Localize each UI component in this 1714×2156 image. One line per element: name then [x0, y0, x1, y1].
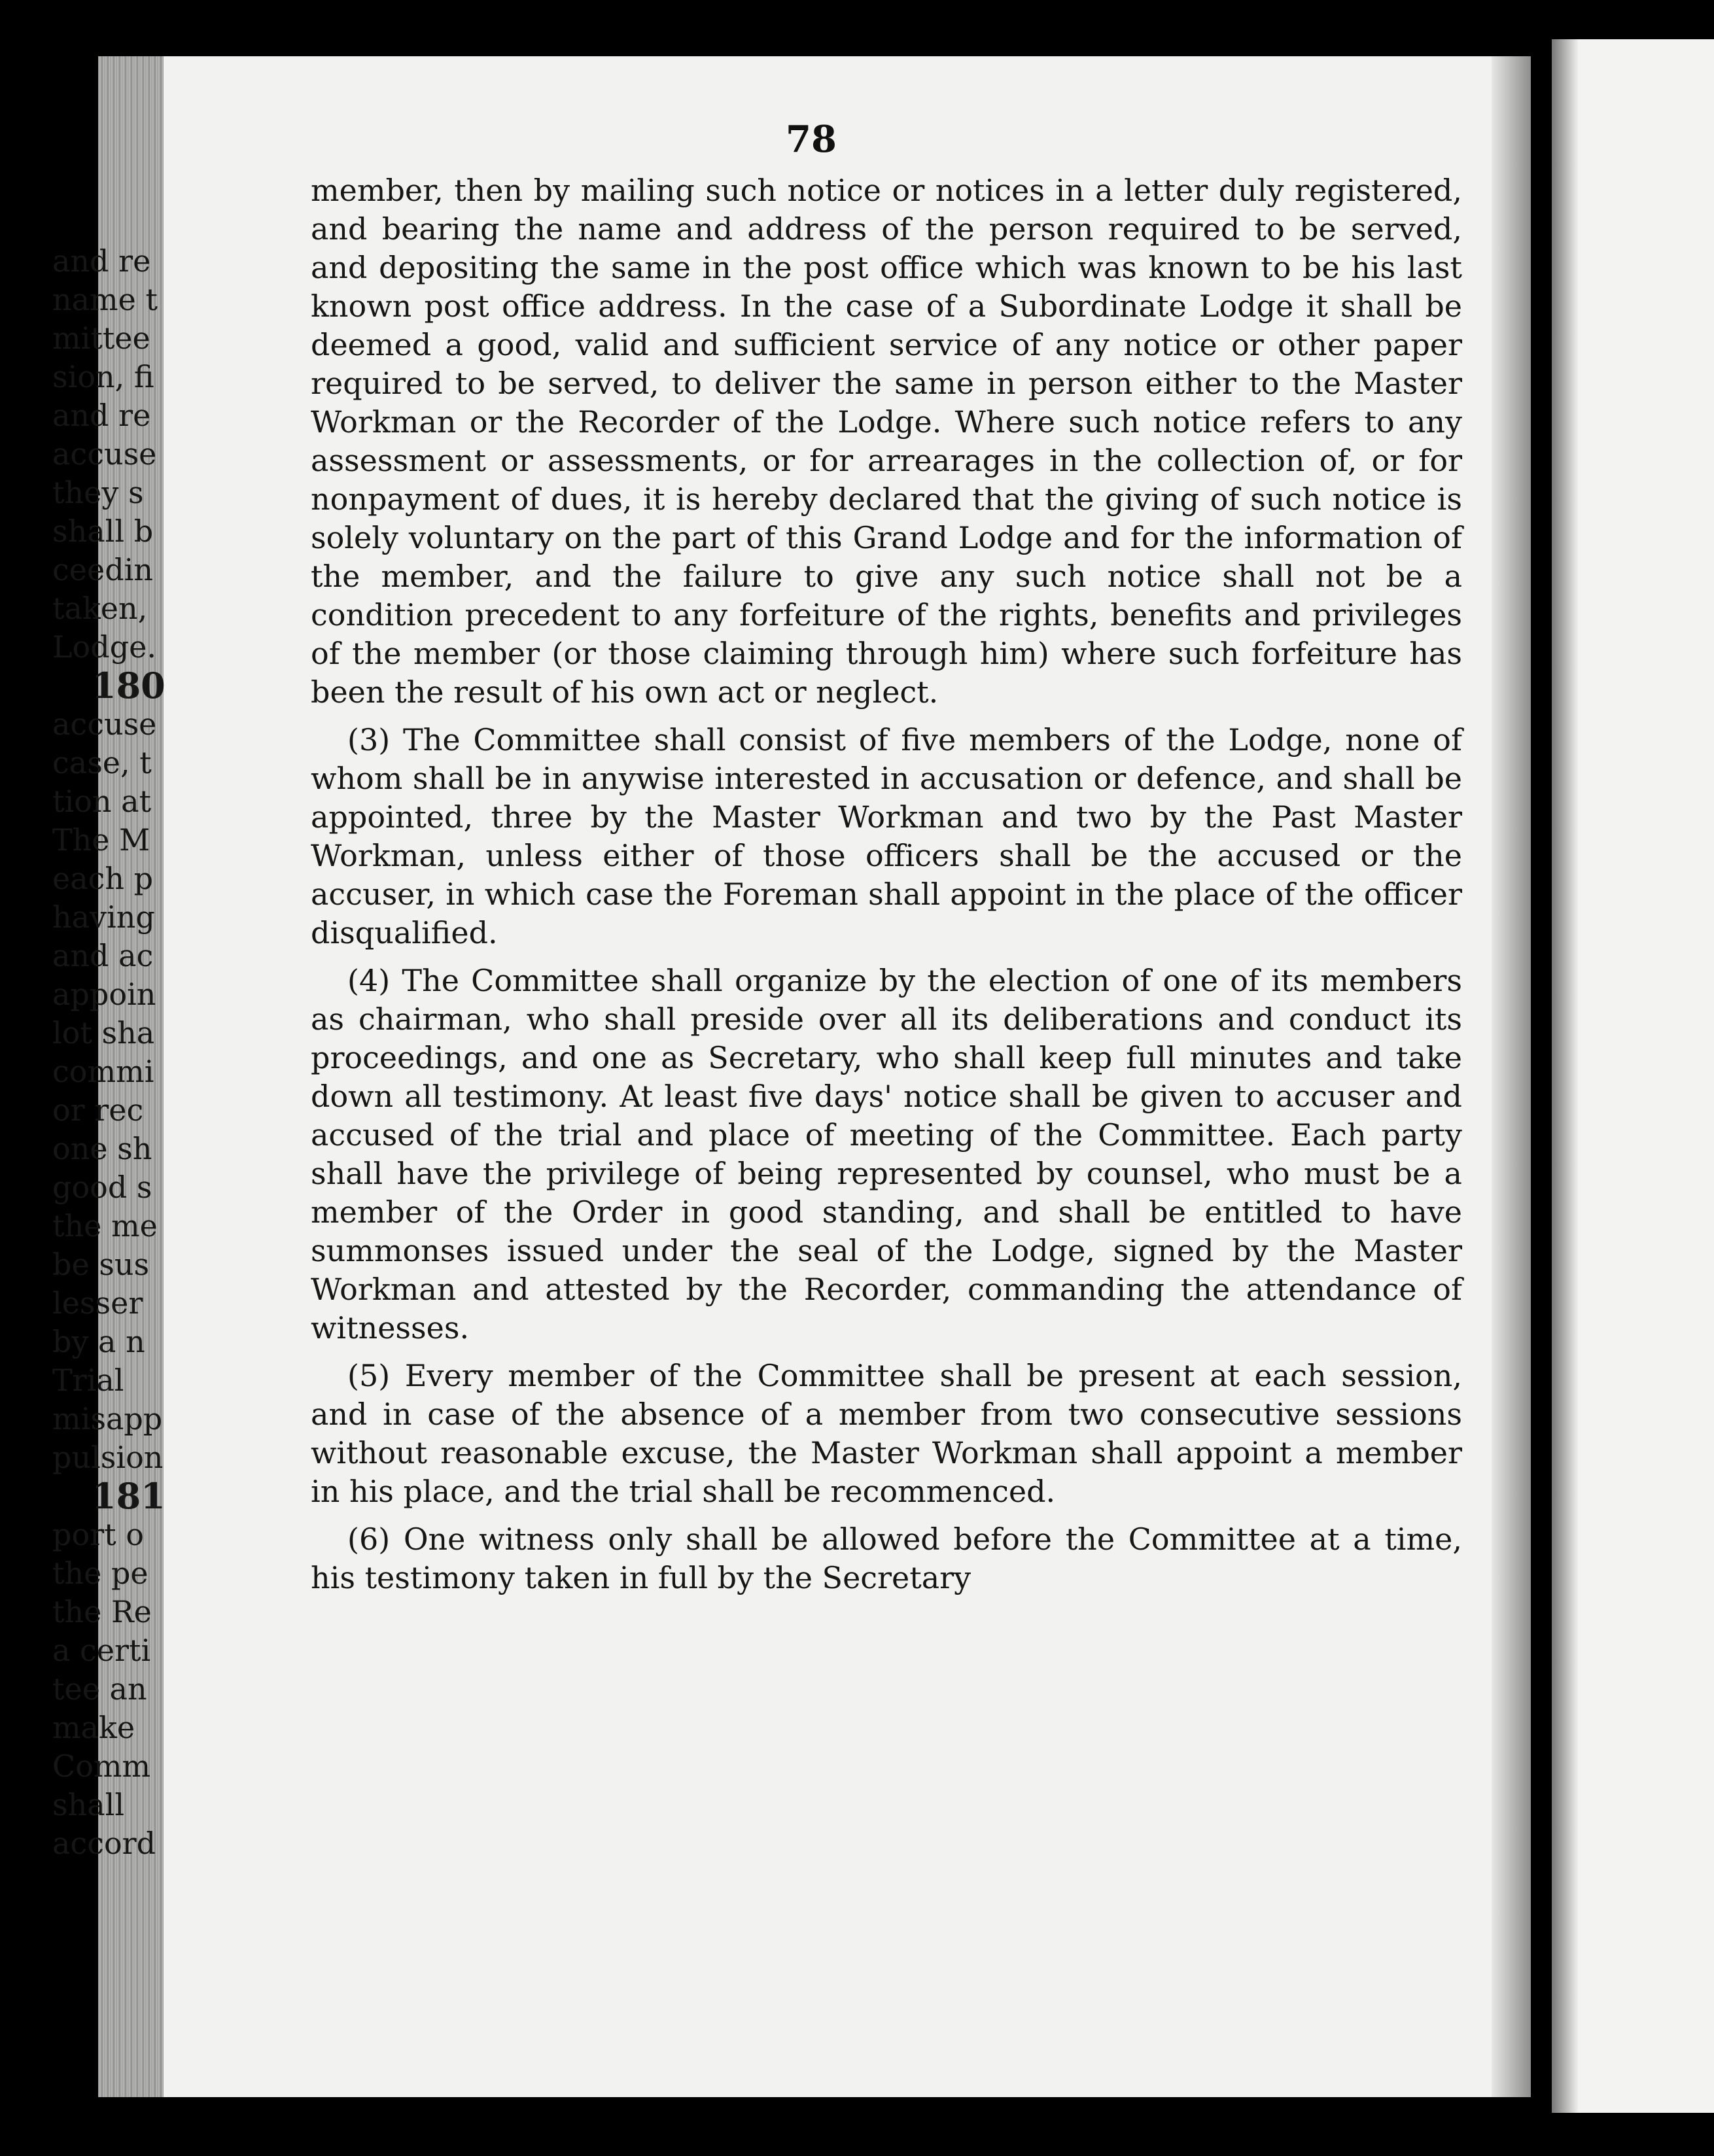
paragraph-4: (4) The Committee shall organize by the election of one of its members as chairman, who shall preside over all its deliberations and conduct its proceedings, and one as Secretary, who shall keep full minutes and take down all testimony. At least five days' notice shall be given to accuser and accused of the trial and place of meeting of the Committee. Each party shall have the privilege of being represented by counsel, who must be a member of the Order in good standing, and shall be entitled to have summonses issued under the seal of the Lodge, signed by the Master Workman and attested by the Recorder, commanding the attendance of witnesses.	[311, 963, 1462, 1346]
facing-page-line: tion at	[52, 784, 152, 819]
paragraph-3: (3) The Committee shall consist of five members of the Lodge, none of whom shall be in anywise interested in accusation or defence, and shall be appointed, three by the Master Workman and two by the Past Master Workman, unless either of those officers shall be the accused or the accuser, in which case the Foreman shall appoint in the place of the officer disqualified.	[311, 722, 1462, 950]
facing-page-line: each p	[52, 861, 154, 896]
facing-page-line: taken,	[52, 591, 148, 626]
facing-page-line: Trial	[52, 1363, 124, 1398]
facing-page-line: tee an	[52, 1671, 147, 1707]
facing-page-line: Lodge.	[52, 629, 156, 665]
facing-page-line: make	[52, 1710, 135, 1745]
facing-page-gutter	[1552, 39, 1578, 2113]
facing-page-line: or rec	[52, 1092, 144, 1128]
facing-page-text	[52, 242, 445, 1863]
facing-page-line: appoin	[52, 977, 156, 1012]
page-number: 78	[786, 118, 837, 161]
facing-page-line: case, t	[52, 745, 152, 780]
facing-page-line: the me	[52, 1208, 158, 1243]
facing-page-line: by a n	[52, 1324, 145, 1359]
facing-page-line: 180	[92, 665, 166, 706]
page-gutter	[1492, 56, 1531, 2097]
facing-page-line: accord	[52, 1826, 156, 1861]
body-text	[311, 171, 1462, 1607]
facing-page-line: sion, fi	[52, 359, 154, 394]
facing-page-line: accuse	[52, 436, 157, 472]
facing-page	[1552, 39, 1714, 2113]
facing-page-line: accuse	[52, 706, 157, 742]
facing-page-line: shall b	[52, 513, 154, 549]
facing-page-line: mittee	[52, 321, 150, 356]
facing-page-line: Comm	[52, 1748, 151, 1784]
facing-page-line: shall	[52, 1787, 125, 1822]
facing-page-line: The M	[52, 822, 150, 858]
facing-page-line: the Re	[52, 1594, 152, 1629]
facing-page-line: good s	[52, 1170, 152, 1205]
facing-page-line: the pe	[52, 1556, 149, 1591]
paragraph-5: (5) Every member of the Committee shall be present at each session, and in case of the absence of a member from two consecutive sessions without reasonable excuse, the Master Workman shall appoint a member in his place, and the trial shall be recommenced.	[311, 1358, 1462, 1509]
facing-page-line: ceedin	[52, 552, 153, 587]
paragraph-continuation: member, then by mailing such notice or notices in a letter duly registered, and bearing the name and address of the person required to be served, and depositing the same in the post office which was known to be his last known post office address. In the case of a Subordinate Lodge it shall be deemed a good, valid and sufficient service of any notice or other paper required to be served, to deliver the same in person either to the Master Workman or the Recorder of the Lodge. Where such notice refers to any assessment or assessments, or for arrearages in the collection of, or for nonpayment of dues, it is hereby declared that the giving of such notice is solely voluntary on the part of this Grand Lodge and for the information of the member, and the failure to give any such notice shall not be a condition precedent to any forfeiture of the rights, benefits and privileges of the member (or those claiming through him) where such forfeiture has been the result of his own act or neglect.	[311, 173, 1462, 710]
facing-page-line: lot sha	[52, 1015, 155, 1051]
facing-page-line: misapp	[52, 1401, 163, 1436]
facing-page-line: they s	[52, 475, 144, 510]
facing-page-line: name t	[52, 282, 158, 317]
facing-page-line: and re	[52, 398, 151, 433]
facing-page-line: be sus	[52, 1247, 150, 1282]
facing-page-line: a certi	[52, 1633, 151, 1668]
facing-page-line: port o	[52, 1517, 144, 1552]
facing-page-line: and re	[52, 243, 151, 279]
facing-page-line: and ac	[52, 938, 154, 973]
facing-page-line: pulsion	[52, 1440, 164, 1475]
facing-page-line: one sh	[52, 1131, 152, 1166]
facing-page-line: lesser	[52, 1285, 143, 1321]
paragraph-6: (6) One witness only shall be allowed before the Committee at a time, his testimony taken in full by the Secretary	[311, 1521, 1462, 1595]
facing-page-line: commi	[52, 1054, 154, 1089]
facing-page-line: 181	[92, 1475, 166, 1517]
facing-page-line: having	[52, 899, 155, 935]
